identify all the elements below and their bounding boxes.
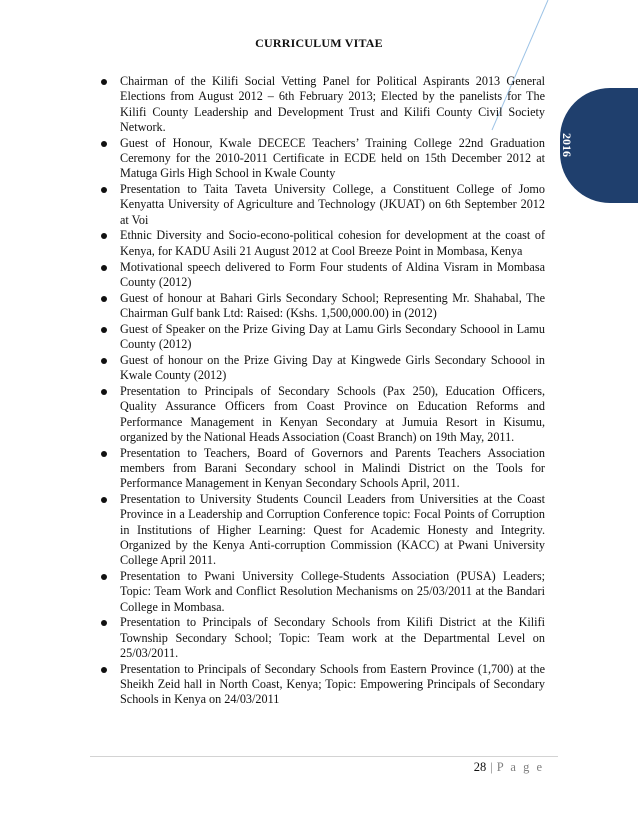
list-item: Presentation to Taita Taveta University College, a Constituent College of Jomo Kenyatta University of Agriculture and Technology (JKUAT) on 6th September 2012 at Voi xyxy=(99,182,545,228)
list-item: Presentation to University Students Council Leaders from Universities at the Coast Province in a Leadership and Corruption Conference topic: Focal Points of Corruption in Institutions of Higher Learning: Quest for Academic Honesty and Integrity. Organized by the Kenya Anti-corruption Commission (KACC) at Pwani University College April 2011. xyxy=(99,492,545,568)
list-item: Presentation to Principals of Secondary Schools from Eastern Province (1,700) at the Sheikh Zeid hall in North Coast, Kenya; Topic: Empowering Principals of Secondary Schools in Kenya on 24/03/2011 xyxy=(99,662,545,708)
list-item: Guest of Honour, Kwale DECECE Teachers’ Training College 22nd Graduation Ceremony for the 2010-2011 Certificate in ECDE held on 15th December 2012 at Matuga Girls High School in Kwale County xyxy=(99,136,545,182)
list-item: Presentation to Principals of Secondary Schools (Pax 250), Education Officers, Quality Assurance Officers from Coast Province on Education Reforms and Performance Management in Kenyan Secondary at Jumuia Resort in Kisumu, organized by the National Heads Association (Coast Branch) on 19th May, 2011. xyxy=(99,384,545,445)
year-badge-label: 2016 xyxy=(560,133,574,157)
list-item: Presentation to Pwani University College-Students Association (PUSA) Leaders; Topic: Team Work and Conflict Resolution Mechanisms on 25/03/2011 at the Bandari College in Mombasa. xyxy=(99,569,545,615)
list-item: Guest of honour at Bahari Girls Secondary School; Representing Mr. Shahabal, The Chairman Gulf bank Ltd: Raised: (Kshs. 1,500,000.00) in (2012) xyxy=(99,291,545,322)
list-item: Chairman of the Kilifi Social Vetting Panel for Political Aspirants 2013 General Elections from August 2012 – 6th February 2013; Elected by the panelists for The Kilifi County Leadership and Development Trust and Kilifi County Civil Society Network. xyxy=(99,74,545,135)
page-footer xyxy=(474,760,544,775)
list-item: Presentation to Principals of Secondary Schools from Kilifi District at the Kilifi Township Secondary School; Topic: Team work at the Departmental Level on 25/03/2011. xyxy=(99,615,545,661)
page-number: 28 xyxy=(473,760,487,774)
page-label: P a g e xyxy=(496,760,544,774)
list-item: Guest of Speaker on the Prize Giving Day at Lamu Girls Secondary Schoool in Lamu County (2012) xyxy=(99,322,545,353)
list-item: Guest of honour on the Prize Giving Day at Kingwede Girls Secondary Schoool in Kwale County (2012) xyxy=(99,353,545,384)
list-item: Ethnic Diversity and Socio-econo-political cohesion for development at the coast of Kenya, for KADU Asili 21 August 2012 at Cool Breeze Point in Mombasa, Kenya xyxy=(99,228,545,259)
activities-list xyxy=(99,74,545,708)
footer-divider xyxy=(90,756,558,757)
page-title: CURRICULUM VITAE xyxy=(255,36,383,50)
footer-separator: | xyxy=(490,760,493,774)
list-item: Presentation to Teachers, Board of Governors and Parents Teachers Association members from Barani Secondary school in Malindi District on the Tools for Performance Management in Kenyan Secondary Schools April, 2011. xyxy=(99,446,545,492)
list-item: Motivational speech delivered to Form Four students of Aldina Visram in Mombasa County (2012) xyxy=(99,260,545,291)
